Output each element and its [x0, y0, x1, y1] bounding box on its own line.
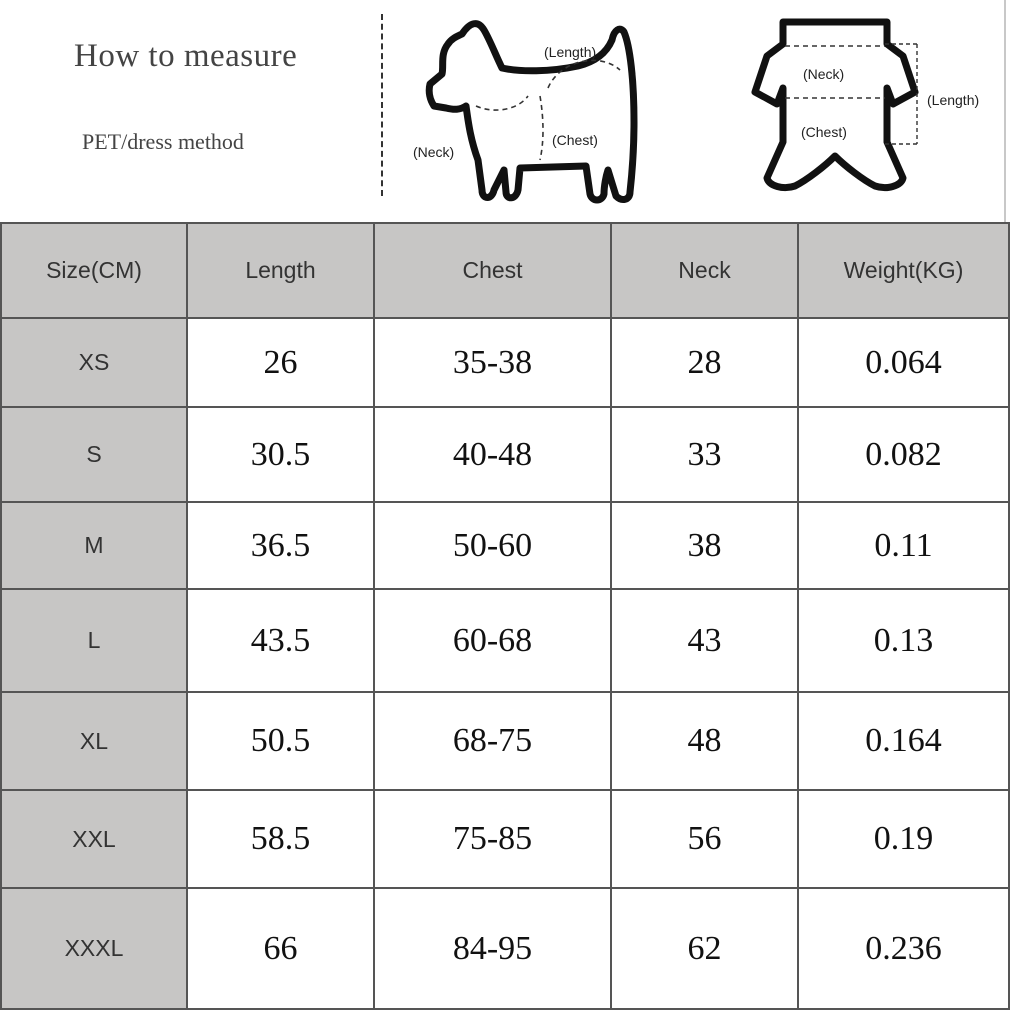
- size-cell: XXL: [1, 790, 187, 888]
- weight-cell: 0.164: [798, 692, 1009, 790]
- neck-cell: 56: [611, 790, 798, 888]
- table-row: [1, 790, 1009, 888]
- size-cell: L: [1, 589, 187, 692]
- garment-measure-diagram: [745, 10, 1000, 210]
- size-cell: S: [1, 407, 187, 502]
- length-cell: 36.5: [187, 502, 374, 589]
- length-cell: 66: [187, 888, 374, 1009]
- neck-cell: 38: [611, 502, 798, 589]
- garment-silhouette: [755, 22, 915, 188]
- length-cell: 30.5: [187, 407, 374, 502]
- dog-measure-diagram: [410, 10, 650, 210]
- column-header-chest: Chest: [374, 223, 611, 318]
- size-chart-table: [0, 222, 1010, 1010]
- chest-cell: 35-38: [374, 318, 611, 407]
- weight-cell: 0.064: [798, 318, 1009, 407]
- neck-cell: 33: [611, 407, 798, 502]
- chest-cell: 84-95: [374, 888, 611, 1009]
- length-cell: 43.5: [187, 589, 374, 692]
- table-row: [1, 407, 1009, 502]
- table-row: [1, 502, 1009, 589]
- garment-neck-label: (Neck): [803, 66, 845, 82]
- column-header-neck: Neck: [611, 223, 798, 318]
- chest-cell: 50-60: [374, 502, 611, 589]
- column-header-weight: Weight(KG): [798, 223, 1009, 318]
- weight-cell: 0.13: [798, 589, 1009, 692]
- table-row: [1, 318, 1009, 407]
- garment-length-label: (Length): [927, 92, 980, 108]
- dog-length-label: (Length): [544, 44, 597, 60]
- guide-subtitle: PET/dress method: [82, 129, 244, 154]
- size-cell: XS: [1, 318, 187, 407]
- dog-neck-label: (Neck): [413, 144, 455, 160]
- column-header-size: Size(CM): [1, 223, 187, 318]
- size-cell: XL: [1, 692, 187, 790]
- table-row: [1, 589, 1009, 692]
- table-row: [1, 692, 1009, 790]
- weight-cell: 0.11: [798, 502, 1009, 589]
- header-edge-rule: [1004, 0, 1006, 222]
- neck-cell: 62: [611, 888, 798, 1009]
- weight-cell: 0.236: [798, 888, 1009, 1009]
- measure-guide-header: [0, 0, 1010, 222]
- column-header-length: Length: [187, 223, 374, 318]
- chest-cell: 60-68: [374, 589, 611, 692]
- length-cell: 50.5: [187, 692, 374, 790]
- table-header-row: [1, 223, 1009, 318]
- dog-chest-label: (Chest): [552, 132, 598, 148]
- size-cell: M: [1, 502, 187, 589]
- neck-cell: 43: [611, 589, 798, 692]
- weight-cell: 0.082: [798, 407, 1009, 502]
- table-row: [1, 888, 1009, 1009]
- neck-cell: 28: [611, 318, 798, 407]
- dog-silhouette: [429, 24, 634, 200]
- weight-cell: 0.19: [798, 790, 1009, 888]
- neck-cell: 48: [611, 692, 798, 790]
- guide-title: How to measure: [74, 38, 298, 74]
- length-cell: 58.5: [187, 790, 374, 888]
- header-divider: [381, 14, 383, 196]
- length-cell: 26: [187, 318, 374, 407]
- chest-cell: 75-85: [374, 790, 611, 888]
- size-cell: XXXL: [1, 888, 187, 1009]
- chest-cell: 68-75: [374, 692, 611, 790]
- garment-chest-label: (Chest): [801, 124, 847, 140]
- chest-cell: 40-48: [374, 407, 611, 502]
